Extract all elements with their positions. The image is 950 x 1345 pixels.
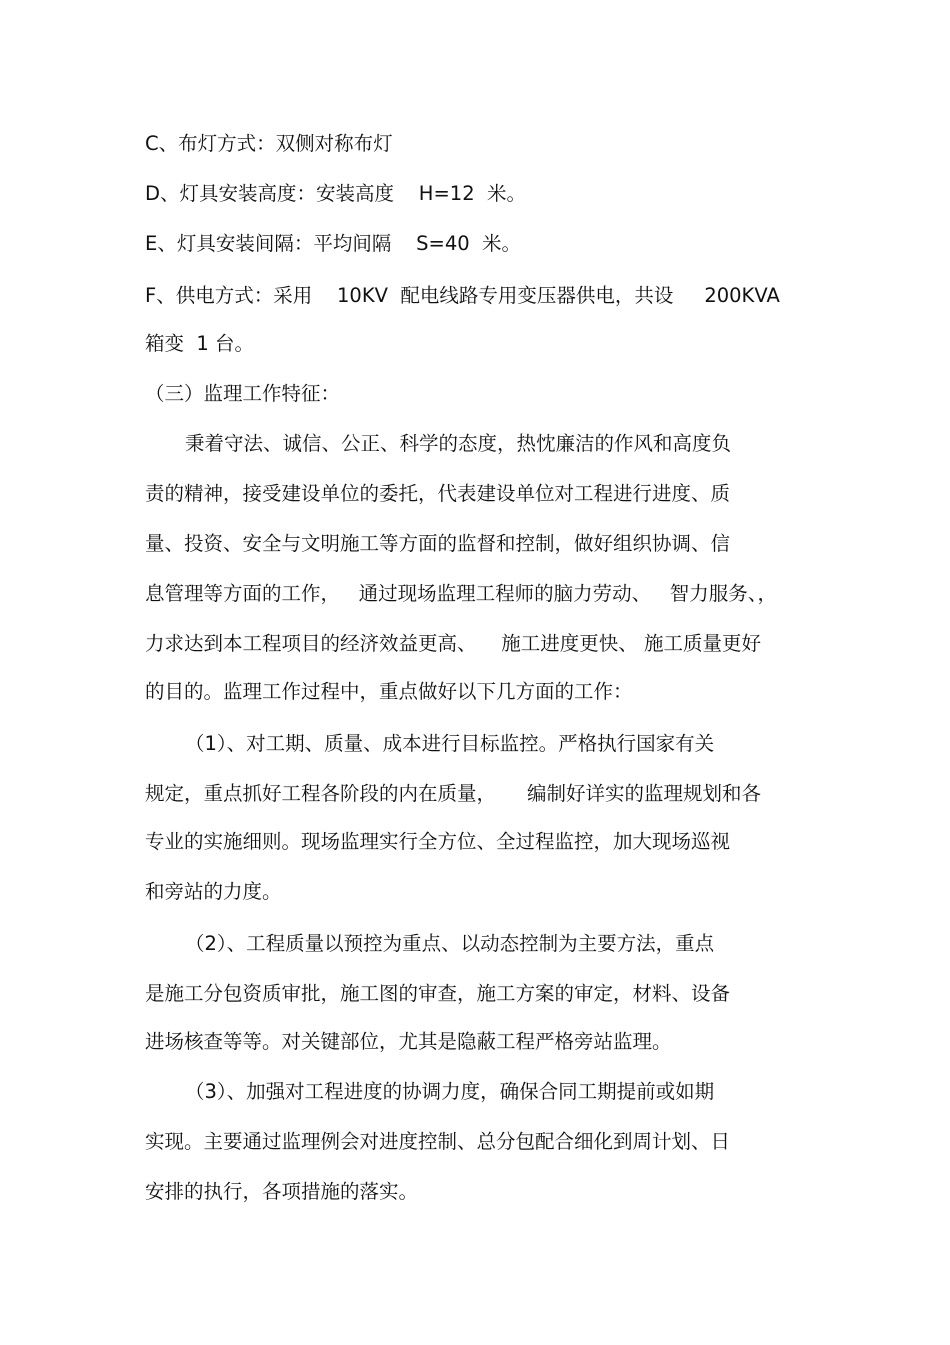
paragraph-line: 规定，重点抓好工程各阶段的内在质量， 编制好详实的监理规划和各 xyxy=(145,782,761,805)
text-line-power-supply: F、供电方式：采用 10KV 配电线路专用变压器供电，共设 200KVA xyxy=(145,284,780,307)
text-line-fixture-height: D、灯具安装高度：安装高度 H=12 米。 xyxy=(145,182,527,205)
paragraph-line: （2）、工程质量以预控为重点、以动态控制为主要方法，重点 xyxy=(185,932,715,955)
paragraph-line: 实现。主要通过监理例会对进度控制、总分包配合细化到周计划、日 xyxy=(145,1130,731,1153)
paragraph-line: 的目的。监理工作过程中，重点做好以下几方面的工作： xyxy=(145,680,633,703)
paragraph-line: 专业的实施细则。现场监理实行全方位、全过程监控，加大现场巡视 xyxy=(145,830,731,853)
text-line-lighting-layout: C、布灯方式：双侧对称布灯 xyxy=(145,132,393,155)
text-line-power-supply-cont: 箱变 1 台。 xyxy=(145,332,255,355)
text-line-fixture-spacing: E、灯具安装间隔：平均间隔 S=40 米。 xyxy=(145,232,522,255)
paragraph-line: 责的精神，接受建设单位的委托，代表建设单位对工程进行进度、质 xyxy=(145,482,731,505)
paragraph-line: 是施工分包资质审批，施工图的审查，施工方案的审定，材料、设备 xyxy=(145,982,731,1005)
paragraph-line: （3）、加强对工程进度的协调力度，确保合同工期提前或如期 xyxy=(185,1080,715,1103)
paragraph-line: 力求达到本工程项目的经济效益更高、 施工进度更快、 施工质量更好 xyxy=(145,632,761,655)
paragraph-line: 进场核查等等。对关键部位，尤其是隐蔽工程严格旁站监理。 xyxy=(145,1030,672,1053)
paragraph-line: 息管理等方面的工作， 通过现场监理工程师的脑力劳动、 智力服务、， xyxy=(145,582,777,605)
paragraph-line: 秉着守法、诚信、公正、科学的态度，热忱廉洁的作风和高度负 xyxy=(185,432,732,455)
section-heading-supervision: （三）监理工作特征： xyxy=(145,382,341,405)
paragraph-line: 和旁站的力度。 xyxy=(145,880,282,903)
paragraph-line: 量、投资、安全与文明施工等方面的监督和控制，做好组织协调、信 xyxy=(145,532,731,555)
paragraph-line: （1）、对工期、质量、成本进行目标监控。严格执行国家有关 xyxy=(185,732,715,755)
paragraph-line: 安排的执行，各项措施的落实。 xyxy=(145,1180,419,1203)
